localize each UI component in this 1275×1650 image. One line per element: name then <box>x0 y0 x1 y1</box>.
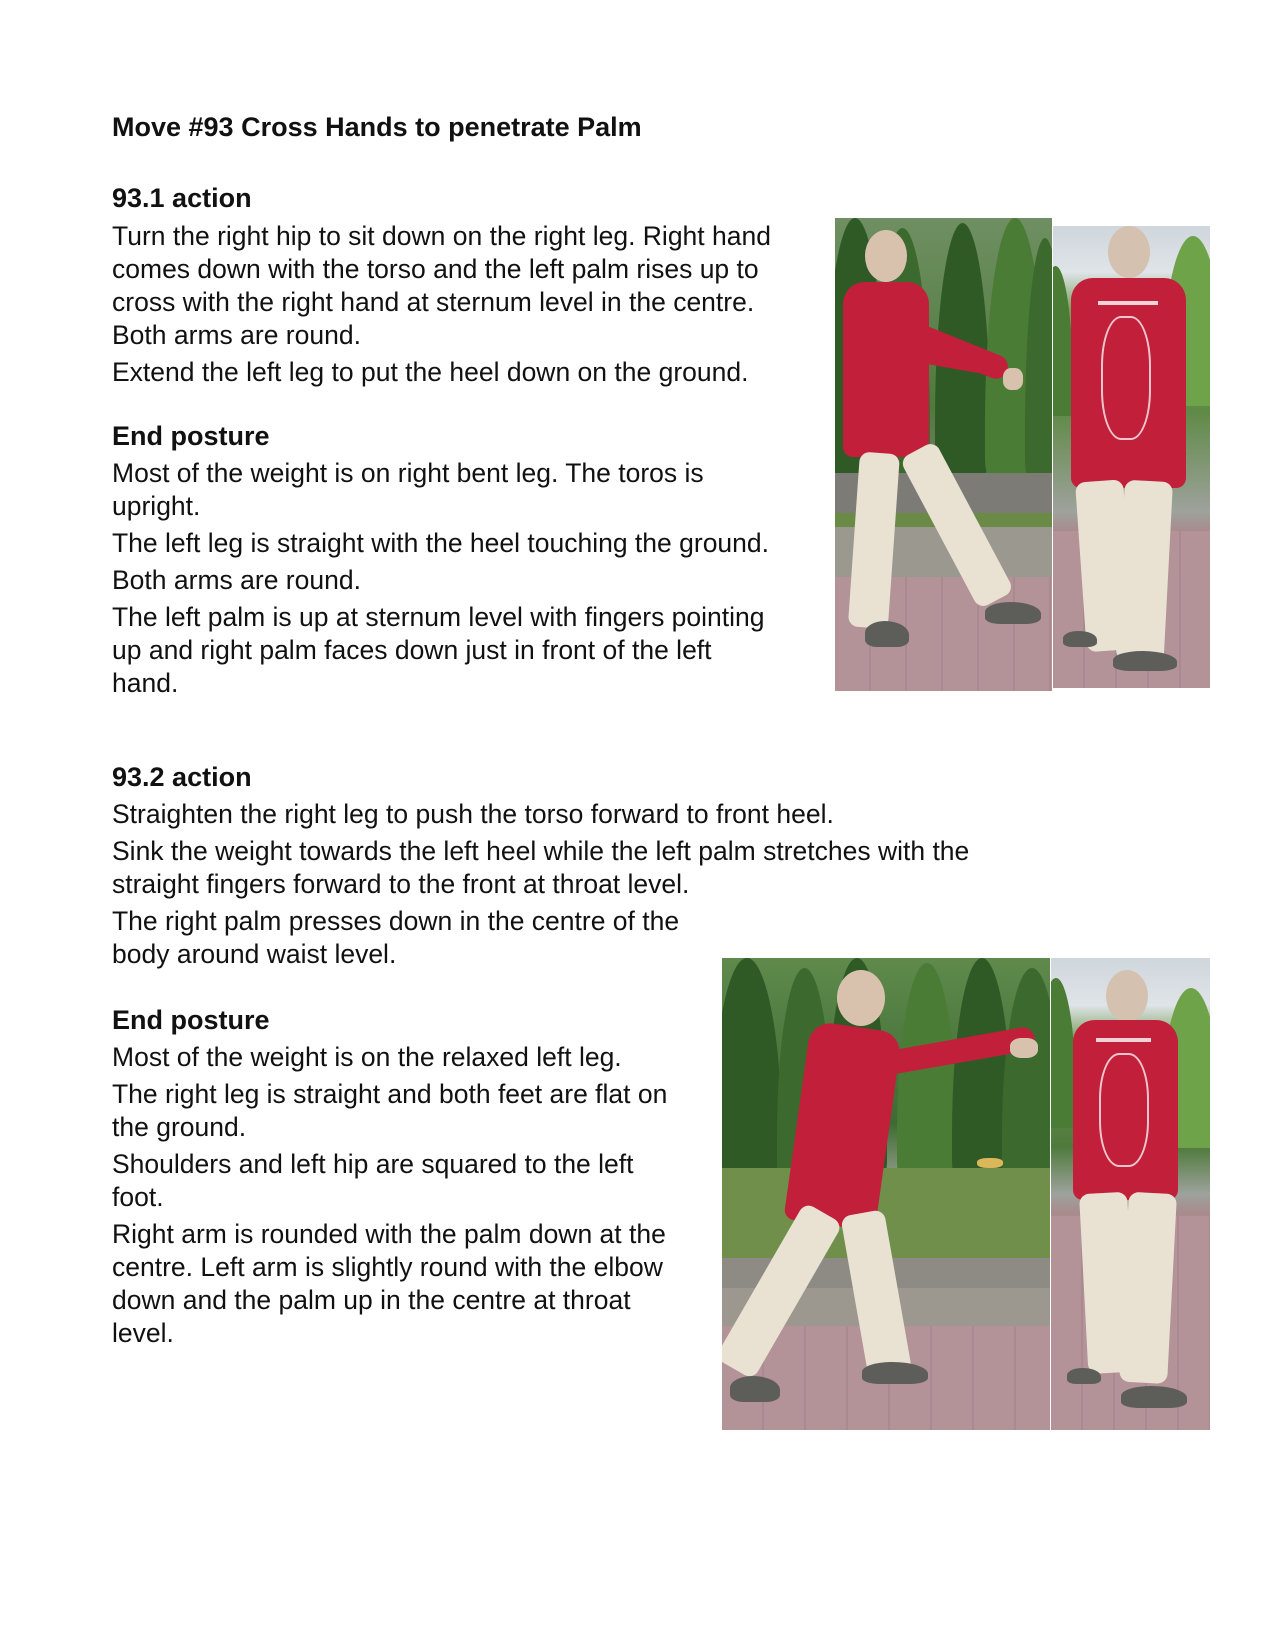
photo-93-2-back-view <box>1051 958 1210 1430</box>
photo-93-2-side-view <box>722 958 1050 1430</box>
paragraph: Extend the left leg to put the heel down on the ground. <box>112 357 749 387</box>
paragraph: The right palm presses down in the centre of the body around waist level. <box>112 906 680 969</box>
paragraph: Sink the weight towards the left heel while the left palm stretches with the straight fingers forward to the front at throat level. <box>112 836 970 899</box>
section-text-93-1 <box>112 220 812 393</box>
section-heading-end-posture-2: End posture <box>112 1005 270 1035</box>
paragraph: Most of the weight is on the relaxed left leg. <box>112 1042 622 1072</box>
paragraph: The right leg is straight and both feet are flat on the ground. <box>112 1079 668 1142</box>
paragraph: The left palm is up at sternum level with fingers pointing up and right palm faces down just in front of the left hand. <box>112 602 765 698</box>
section-heading-93-2: 93.2 action <box>112 762 252 792</box>
photo-93-1-back-view <box>1053 226 1210 688</box>
paragraph: The left leg is straight with the heel touching the ground. <box>112 528 770 558</box>
page-title: Move #93 Cross Hands to penetrate Palm <box>112 112 642 142</box>
section-text-end-posture-2 <box>112 1041 682 1354</box>
section-heading-end-posture-1: End posture <box>112 421 270 451</box>
paragraph: Straighten the right leg to push the torso forward to front heel. <box>112 799 834 829</box>
paragraph: Turn the right hip to sit down on the right leg. Right hand comes down with the torso and the left palm rises up to cross with the right hand at sternum level in the centre. Both arms are round. <box>112 221 771 350</box>
paragraph: Shoulders and left hip are squared to the left foot. <box>112 1149 634 1212</box>
section-heading-93-1: 93.1 action <box>112 183 252 213</box>
section-text-93-2 <box>112 798 1052 975</box>
paragraph: Most of the weight is on right bent leg. The toros is upright. <box>112 458 704 521</box>
photo-93-1-side-view <box>835 218 1052 691</box>
paragraph: Right arm is rounded with the palm down at the centre. Left arm is slightly round with the elbow down and the palm up in the centre at throat level. <box>112 1219 666 1348</box>
paragraph: Both arms are round. <box>112 565 361 595</box>
section-text-end-posture-1 <box>112 457 772 704</box>
